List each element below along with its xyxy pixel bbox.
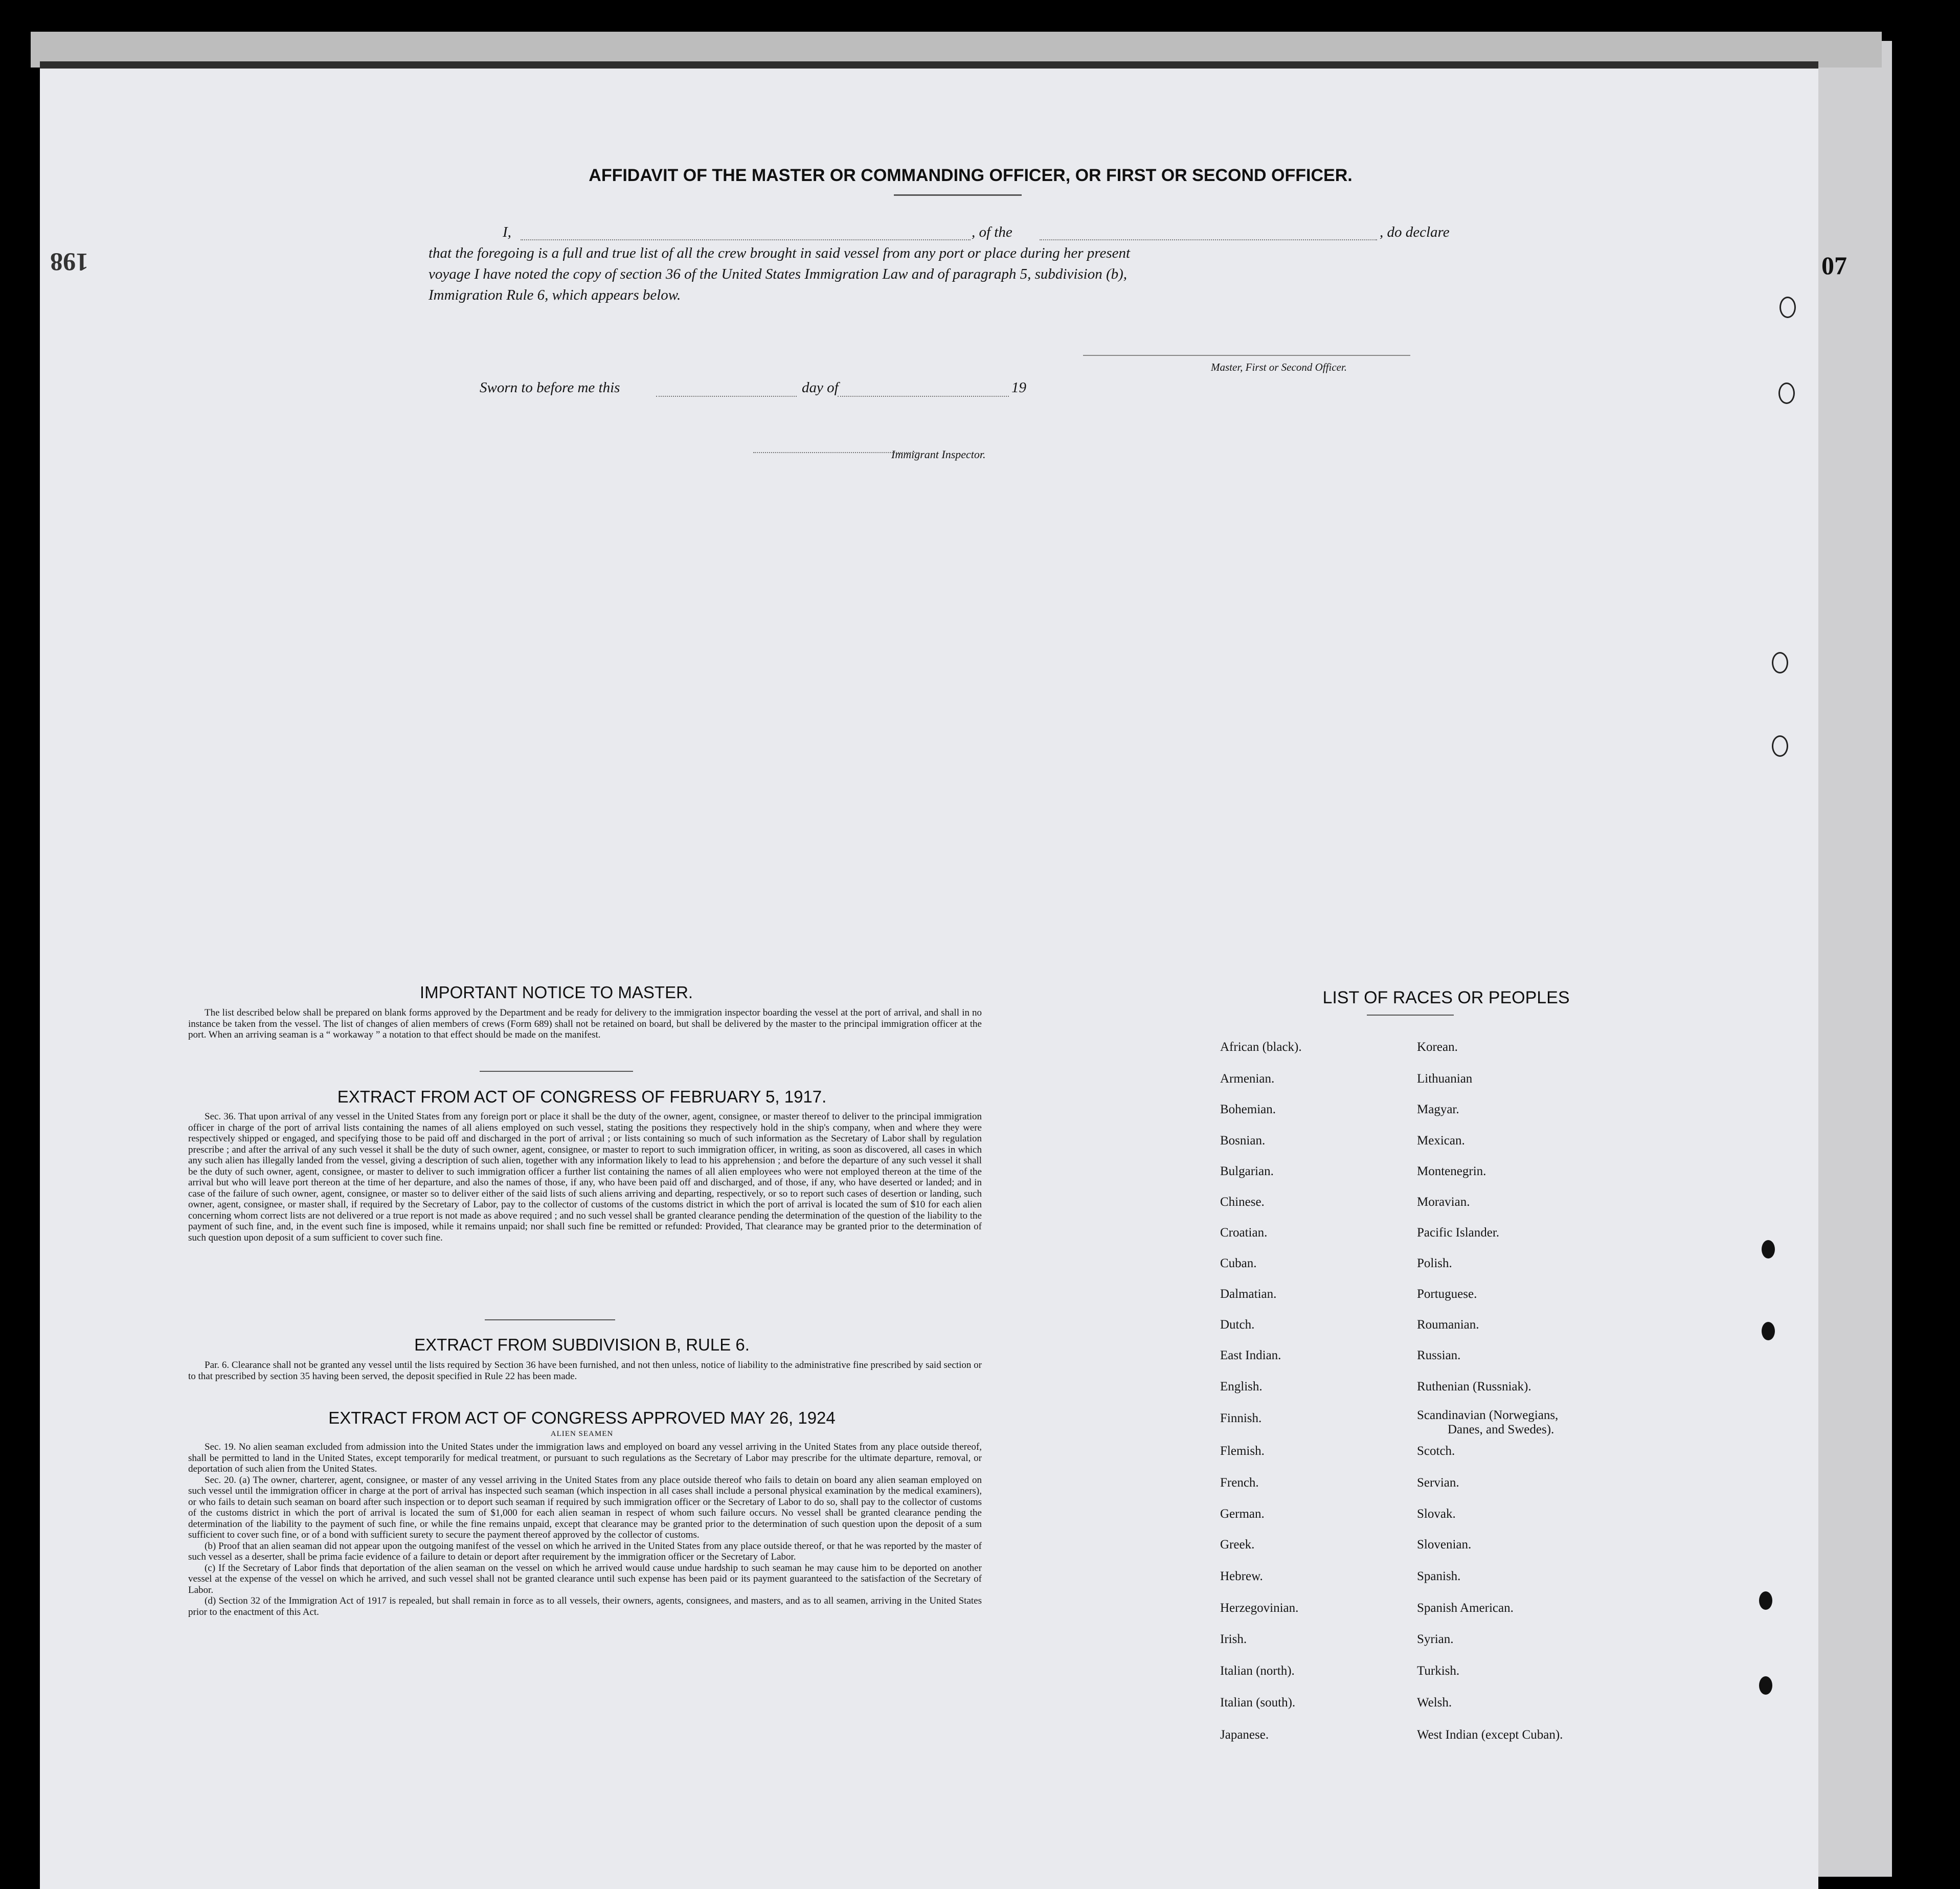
affidavit-line-2: voyage I have noted the copy of section 36 of the United States Immigration Law and of paragraph 5, subdivision (b), (429, 266, 1128, 282)
signature-caption: Master, First or Second Officer. (1211, 361, 1347, 373)
race-item-continued: Danes, and Swedes). (1448, 1423, 1555, 1436)
race-item: Montenegrin. (1417, 1164, 1486, 1178)
punch-hole (1779, 297, 1796, 318)
notice-body (188, 1007, 982, 1041)
races-list (1220, 1040, 1706, 1782)
race-item: Japanese. (1220, 1728, 1269, 1742)
rule-6-paragraph: Par. 6. Clearance shall not be granted any vessel until the lists required by Section 36 have been furnished, and not then unless, notice of liability to the administrative fine prescribed by said section or to that prescribed by section 35 having been served, the deposit specified in Rule 22 has been made. (188, 1360, 982, 1382)
race-item: Turkish. (1417, 1664, 1460, 1678)
section-20b-paragraph: (b) Proof that an alien seaman did not appear upon the outgoing manifest of the vessel on which he arrived in the United States from any place outside thereof, or that he was reported by the master of such vessel as a deserter, shall be prima facie evidence of a failure to detain or deport after requirement by the immigration officer or the Secretary of Labor. (188, 1540, 982, 1562)
race-item: Magyar. (1417, 1103, 1459, 1116)
race-item: Hebrew. (1220, 1569, 1263, 1583)
race-item: Lithuanian (1417, 1072, 1473, 1086)
race-item: Bosnian. (1220, 1134, 1266, 1148)
extract-1917-rule (485, 1319, 615, 1320)
rule-6-title: EXTRACT FROM SUBDIVISION B, RULE 6. (414, 1335, 750, 1354)
race-item: Greek. (1220, 1538, 1255, 1551)
extract-1924-title: EXTRACT FROM ACT OF CONGRESS APPROVED MAY 26, 1924 (328, 1408, 836, 1427)
race-item: Spanish. (1417, 1569, 1461, 1583)
of-the-label: , of the (972, 224, 1012, 240)
extract-1917-title: EXTRACT FROM ACT OF CONGRESS OF FEBRUARY 5, 1917. (337, 1087, 827, 1106)
section-20a-paragraph: Sec. 20. (a) The owner, charterer, agent, consignee, or master of any vessel arriving in the United States from any place outside thereof who fails to detain on board any alien seaman employed on such vessel until the immigration officer in charge at the port of arrival has inspected such seaman (which inspection in all cases shall include a personal physical examination by the medical examiners), or who fails to detain such seaman on board after such inspection or to deport such seaman if required by such immigration officer or the Secretary of Labor to do so, shall pay to the collector of customs of the customs district in which the port of arrival is located the sum of $1,000 for each alien seaman in respect of whom such failure occurs. No vessel shall be granted clearance pending the determination of the liability to the payment of such fine, or while the fine remains unpaid, except that clearance may be granted prior to the determination of such question upon the deposit of a sum sufficient to cover such fine, or of a bond with sufficient surety to secure the payment thereof approved by the collector of customs. (188, 1474, 982, 1540)
race-item: Armenian. (1220, 1072, 1275, 1086)
race-item: Spanish American. (1417, 1601, 1514, 1615)
race-item: Dalmatian. (1220, 1287, 1277, 1301)
race-item: Flemish. (1220, 1444, 1265, 1458)
sworn-month-blank[interactable] (838, 383, 1009, 397)
affidavit-statement (429, 222, 1477, 306)
race-item: Syrian. (1417, 1632, 1454, 1646)
race-item: Moravian. (1417, 1195, 1470, 1209)
races-title-rule (1367, 1015, 1454, 1016)
rule-6-body (188, 1360, 982, 1382)
notice-paragraph: The list described below shall be prepared on blank forms approved by the Department and be ready for delivery to the immigration inspector boarding the vessel at the port of arrival, and shall in no instance be taken from the vessel. The list of changes of alien members of crews (Form 689) shall not be retained on board, but shall be delivered by the master to the principal immigration officer at the port. When an arriving seaman is a “ workaway ” a notation to that effect should be made on the manifest. (188, 1007, 982, 1040)
day-of-label: day of (802, 379, 839, 396)
race-item: Welsh. (1417, 1696, 1452, 1710)
affidavit-title: AFFIDAVIT OF THE MASTER OR COMMANDING OFFICER, OR FIRST OR SECOND OFFICER. (589, 166, 1353, 185)
race-item: Italian (north). (1220, 1664, 1295, 1678)
race-item: Scandinavian (Norwegians, (1417, 1408, 1559, 1422)
race-item: Finnish. (1220, 1411, 1262, 1425)
race-item: Herzegovinian. (1220, 1601, 1299, 1615)
extract-1917-body (188, 1111, 982, 1243)
signature-line (1083, 355, 1410, 356)
race-item: French. (1220, 1476, 1259, 1490)
affidavit-title-rule (894, 194, 1022, 196)
extract-1924-body (188, 1442, 982, 1617)
race-item: Slovak. (1417, 1507, 1456, 1521)
race-item: East Indian. (1220, 1348, 1281, 1362)
affidavit-line-3: Immigration Rule 6, which appears below. (429, 287, 681, 303)
section-19-paragraph: Sec. 19. No alien seaman excluded from admission into the United States under the immigration laws and employed on board any vessel arriving in the United States from any place outside thereof, shall be permitted to land in the United States, except temporarily for medical treatment, or pursuant to such regulations as the Secretary of Labor may prescribe for the ultimate departure, removal, or deportation of such alien from the United States. (188, 1442, 982, 1474)
race-item: Italian (south). (1220, 1696, 1296, 1710)
sworn-line (480, 379, 1144, 400)
race-item: Bulgarian. (1220, 1164, 1274, 1178)
race-item: Ruthenian (Russniak). (1417, 1380, 1531, 1393)
race-item: Bohemian. (1220, 1103, 1276, 1116)
race-item: Cuban. (1220, 1256, 1257, 1270)
race-item: Mexican. (1417, 1134, 1465, 1148)
vessel-blank[interactable] (1040, 225, 1377, 240)
race-item: Scotch. (1417, 1444, 1455, 1458)
race-item: Portuguese. (1417, 1287, 1477, 1301)
punch-hole (1759, 1591, 1772, 1610)
punch-hole (1762, 1322, 1775, 1340)
punch-hole (1762, 1240, 1775, 1258)
races-title: LIST OF RACES OR PEOPLES (1322, 988, 1570, 1007)
section-20c-paragraph: (c) If the Secretary of Labor finds that deportation of the alien seaman on the vessel on which he arrived would cause undue hardship to such seaman he may cause him to be deported on another vessel at the expense of the vessel on which he arrived, and such vessel shall not be granted clearance until such expense has been paid or its payment guaranteed to the satisfaction of the Secretary of Labor. (188, 1562, 982, 1595)
punch-hole (1772, 652, 1788, 673)
section-20d-paragraph: (d) Section 32 of the Immigration Act of 1917 is repealed, but shall remain in force as to all vessels, their owners, agents, consignees, and masters, and as to all seamen, arriving in the United States prior to the enactment of this Act. (188, 1595, 982, 1617)
race-item: Slovenian. (1417, 1538, 1472, 1551)
race-item: Irish. (1220, 1632, 1247, 1646)
affidavit-line-1: that the foregoing is a full and true list of all the crew brought in said vessel from any port or place during her present (429, 245, 1131, 261)
notice-rule (480, 1071, 633, 1072)
race-item: Pacific Islander. (1417, 1226, 1500, 1240)
year-label: 19 (1011, 379, 1026, 396)
sworn-label: Sworn to before me this (480, 379, 620, 396)
race-item: Croatian. (1220, 1226, 1268, 1240)
race-item: German. (1220, 1507, 1265, 1521)
race-item: Dutch. (1220, 1318, 1255, 1332)
do-declare-label: , do declare (1380, 224, 1450, 240)
sworn-day-blank[interactable] (656, 383, 797, 397)
right-margin-number: 07 (1821, 251, 1847, 280)
race-item: Roumanian. (1417, 1318, 1479, 1332)
race-item: Korean. (1417, 1040, 1458, 1054)
notice-title: IMPORTANT NOTICE TO MASTER. (419, 983, 693, 1002)
race-item: English. (1220, 1380, 1263, 1393)
race-item: Russian. (1417, 1348, 1461, 1362)
race-item: African (black). (1220, 1040, 1302, 1054)
manifest-page (40, 61, 1818, 1889)
punch-hole (1778, 383, 1795, 404)
race-item: Polish. (1417, 1256, 1452, 1270)
section-36-paragraph: Sec. 36. That upon arrival of any vessel in the United States from any foreign port or place it shall be the duty of the owner, agent, consignee, or master thereof to deliver to the principal immigration officer in charge of the port of arrival lists containing the names of all aliens employed on such vessel, stating the positions they respectively hold in the ship's company, when and where they were respectively shipped or engaged, and specifying those to be paid off and discharged in the port of arrival ; or lists containing so much of such information as the Secretary of Labor shall by regulation prescribe ; and after the arrival of any such vessel it shall be the duty of such owner, agent, consignee, or master to report to such immigration officer, in writing, as soon as discovered, all cases in which any such alien has illegally landed from the vessel, giving a description of such alien, together with any information likely to lead to his apprehension ; and before the departure of any such vessel it shall be the duty of such owner, agent, consignee, or master to deliver to such immigration officer a further list containing the names of all alien employees who were not employed thereon at the time of the arrival but who will leave port thereon at the time of her departure, and also the names of those, if any, who have been paid off and discharged, and of those, if any, who have deserted or landed; and in case of the failure of such owner, agent, consignee, or master so to deliver either of the said lists of such aliens arriving and departing, respectively, or so to report such cases of desertion or landing, such owner, agent, consignee, or master shall, if required by the Secretary of Labor, pay to the collector of customs of the customs district in which the port of arrival is located the sum of $10 for each alien concerning whom correct lists are not delivered or a true report is not made as above required ; and no such vessel shall be granted clearance pending the determination of the question of the liability to the payment of such fine, and, in the event such fine is imposed, while it remains unpaid; nor shall such fine be remitted or refunded: Provided, That clearance may be granted prior to the determination of such question upon deposit of a sum sufficient to cover such fine. (188, 1111, 982, 1243)
race-item: Servian. (1417, 1476, 1459, 1490)
race-item: Chinese. (1220, 1195, 1265, 1209)
race-item: West Indian (except Cuban). (1417, 1728, 1563, 1742)
i-label: I, (503, 224, 511, 240)
name-blank[interactable] (521, 225, 971, 240)
left-margin-number: 198 (50, 248, 88, 277)
punch-hole (1772, 735, 1788, 757)
extract-1924-subtitle: ALIEN SEAMEN (550, 1430, 614, 1438)
inspector-caption: Immigrant Inspector. (891, 448, 986, 461)
punch-hole (1759, 1676, 1772, 1695)
